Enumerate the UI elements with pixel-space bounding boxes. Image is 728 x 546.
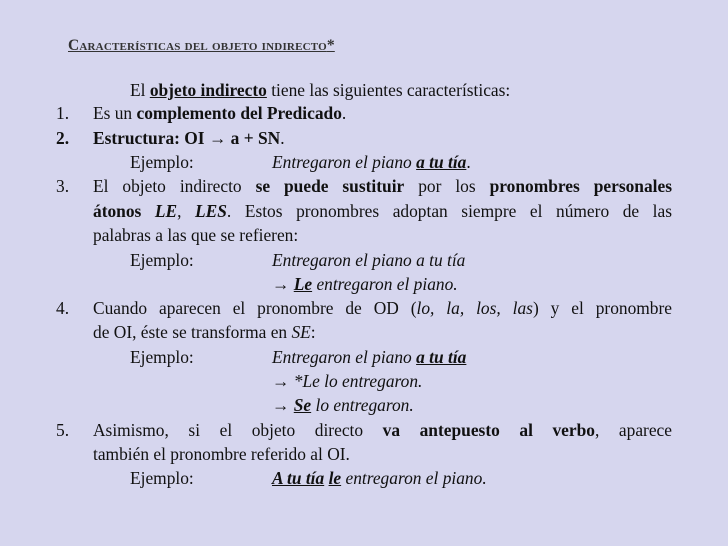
arrow-icon: → <box>272 371 294 391</box>
arrow-icon: → <box>272 274 294 294</box>
title-asterisk: * <box>326 37 335 54</box>
arrow-icon: → <box>272 395 294 415</box>
slide-title: Características del objeto indirecto* <box>68 37 335 54</box>
arrow-icon: → <box>208 128 227 148</box>
